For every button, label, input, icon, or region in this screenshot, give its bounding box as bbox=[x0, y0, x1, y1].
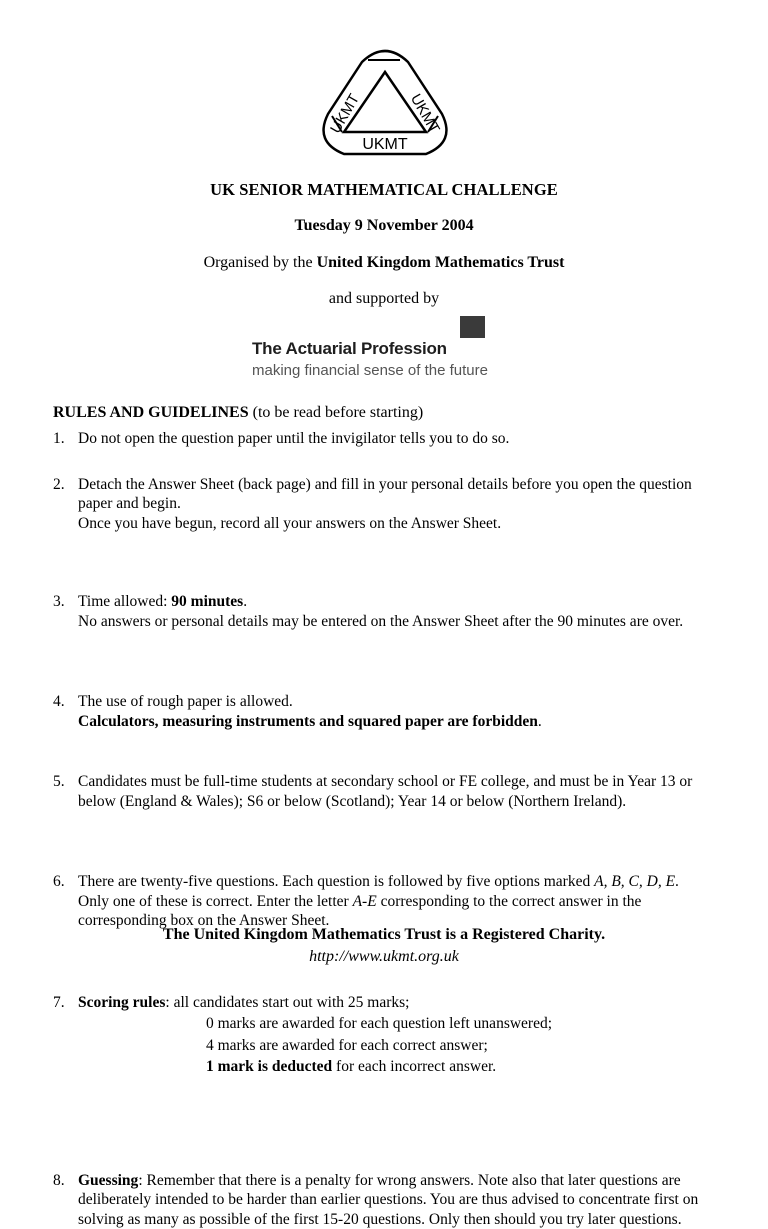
rule-emphasis: Calculators, measuring instruments and squared paper are forbidden bbox=[78, 713, 538, 730]
logo-left-text: UKMT bbox=[327, 91, 363, 136]
rule-letters: A-E bbox=[353, 893, 377, 910]
page-title: UK SENIOR MATHEMATICAL CHALLENGE bbox=[0, 180, 768, 200]
rule-number: 2. bbox=[53, 475, 65, 495]
rule-item bbox=[53, 592, 703, 631]
rules-list bbox=[53, 429, 703, 825]
rule-text: No answers or personal details may be entered on the Answer Sheet after the 90 minutes are over. bbox=[78, 613, 683, 630]
rule-text: Detach the Answer Sheet (back page) and fill in your personal details before you open the question paper and begin. bbox=[78, 476, 692, 513]
sponsor-logo-square bbox=[460, 316, 485, 338]
logo-right-text: UKMT bbox=[407, 91, 443, 136]
sponsor-tagline: making financial sense of the future bbox=[252, 362, 488, 379]
rule-text: Do not open the question paper until the invigilator tells you to do so. bbox=[78, 430, 509, 447]
organiser-name: United Kingdom Mathematics Trust bbox=[317, 254, 565, 271]
rule-emphasis: 1 mark is deducted bbox=[206, 1058, 332, 1075]
rule-item bbox=[53, 475, 703, 534]
rule-number: 8. bbox=[53, 1171, 65, 1191]
logo-bottom-text: UKMT bbox=[362, 136, 408, 153]
exam-date: Tuesday 9 November 2004 bbox=[0, 217, 768, 235]
organiser-line bbox=[0, 254, 768, 272]
rule-text: . bbox=[243, 593, 247, 610]
rule-text: . bbox=[538, 713, 542, 730]
charity-note: The United Kingdom Mathematics Trust is a Registered Charity. bbox=[0, 926, 768, 944]
rule-number: 3. bbox=[53, 592, 65, 612]
score-line-incorrect bbox=[78, 1057, 703, 1077]
rule-number: 4. bbox=[53, 692, 65, 712]
rules-heading bbox=[53, 404, 423, 422]
rule-item bbox=[53, 993, 703, 1077]
rule-number: 6. bbox=[53, 872, 65, 892]
score-line-correct: 4 marks are awarded for each correct answer; bbox=[78, 1036, 703, 1056]
score-line-unanswered: 0 marks are awarded for each question left unanswered; bbox=[78, 1014, 703, 1034]
sponsor-name: The Actuarial Profession bbox=[252, 339, 447, 359]
rule-options: A, B, C, D, E bbox=[594, 873, 675, 890]
rule-text: Time allowed: bbox=[78, 593, 167, 610]
rule-text: . Only one of these is correct. Enter the letter bbox=[78, 873, 679, 910]
rule-text: for each incorrect answer. bbox=[336, 1058, 496, 1075]
rule-item bbox=[53, 429, 703, 449]
rule-item bbox=[53, 1171, 703, 1229]
rule-item bbox=[53, 872, 703, 931]
supported-by: and supported by bbox=[0, 290, 768, 308]
organiser-prefix: Organised by the bbox=[204, 254, 313, 271]
rule-text: The use of rough paper is allowed. bbox=[78, 693, 293, 710]
rule-number: 7. bbox=[53, 993, 65, 1013]
rule-text: : Remember that there is a penalty for wrong answers. Note also that later questions are deliberately intended to be harder than earlier questions. You are thus advised to concentrate first on solving as many as possible of the first 15-20 questions. Only then should you try later questions. bbox=[78, 1172, 698, 1228]
website-url: http://www.ukmt.org.uk bbox=[0, 948, 768, 966]
rule-emphasis: Scoring rules bbox=[78, 994, 165, 1011]
rule-number: 5. bbox=[53, 772, 65, 792]
rules-heading-note: (to be read before starting) bbox=[253, 404, 424, 421]
rule-item bbox=[53, 772, 703, 811]
rule-emphasis: 90 minutes bbox=[171, 593, 243, 610]
rule-text: : all candidates start out with 25 marks; bbox=[165, 994, 409, 1011]
rule-emphasis: Guessing bbox=[78, 1172, 138, 1189]
rule-text: Once you have begun, record all your answers on the Answer Sheet. bbox=[78, 515, 501, 532]
rule-text: corresponding to the correct answer in the corresponding box on the Answer Sheet. bbox=[78, 893, 641, 930]
rules-heading-title: RULES AND GUIDELINES bbox=[53, 404, 249, 421]
ukmt-logo bbox=[322, 46, 448, 162]
rule-text: Candidates must be full-time students at secondary school or FE college, and must be in Year 13 or below (England & Wales); S6 or below (Scotland); Year 14 or below (Northern Ireland). bbox=[78, 773, 692, 810]
rule-item bbox=[53, 692, 703, 731]
rule-number: 1. bbox=[53, 429, 65, 449]
rule-text: There are twenty-five questions. Each question is followed by five options marked bbox=[78, 873, 590, 890]
